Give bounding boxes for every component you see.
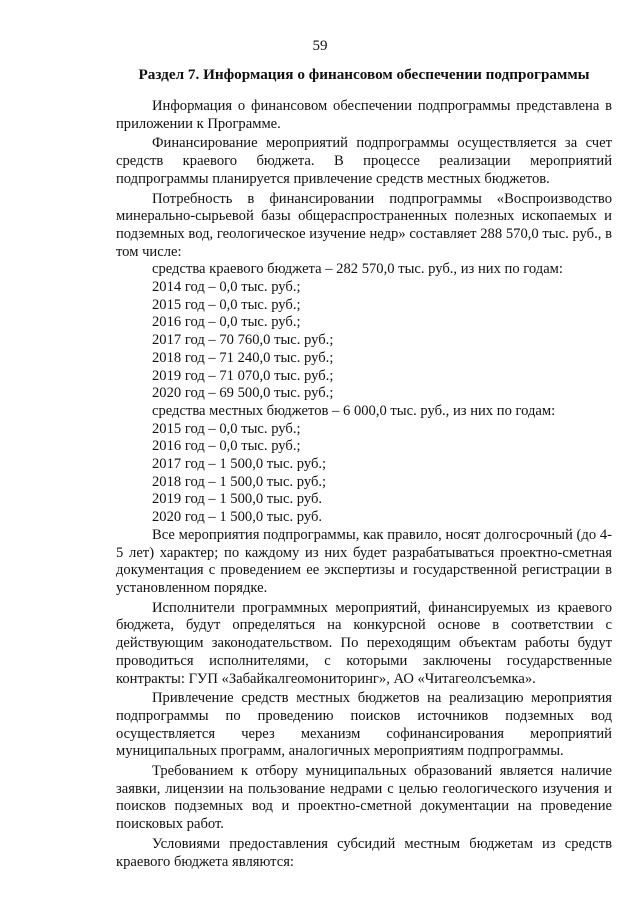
paragraph: Информация о финансовом обеспечении подпрограммы представлена в приложении к Программе.: [116, 98, 612, 132]
local-budget-header: средства местных бюджетов – 6 000,0 тыс. руб., из них по годам:: [152, 402, 556, 419]
budget-year-line: 2019 год – 71 070,0 тыс. руб.;: [152, 367, 334, 384]
budget-year-line: 2015 год – 0,0 тыс. руб.;: [152, 296, 301, 313]
budget-year-line: 2016 год – 0,0 тыс. руб.;: [152, 438, 301, 455]
paragraph: Требованием к отбору муниципальных образований является наличие заявки, лицензии на пользование недрами с целью геологического изучения и поисков подземных вод и проектно-сметной документации на проведение поисковых работ.: [116, 763, 612, 833]
budget-year-line: 2017 год – 1 500,0 тыс. руб.;: [152, 456, 327, 473]
budget-year-line: 2020 год – 69 500,0 тыс. руб.;: [152, 385, 334, 402]
budget-year-line: 2016 год – 0,0 тыс. руб.;: [152, 314, 301, 331]
budget-year-line: 2017 год – 70 760,0 тыс. руб.;: [152, 332, 334, 349]
budget-year-line: 2018 год – 71 240,0 тыс. руб.;: [152, 349, 334, 366]
paragraph: Привлечение средств местных бюджетов на реализацию мероприятия подпрограммы по проведению поисков источников подземных вод осуществляется через механизм софинансирования мероприятий муниципальных программ, аналогичных мероприятиям подпрограммы.: [116, 690, 612, 760]
paragraph: Исполнители программных мероприятий, финансируемых из краевого бюджета, будут определяться на конкурсной основе в соответствии с действующим законодательством. По переходящим объектам работы будут проводиться исполнителями, с которыми заключены государственные контракты: ГУП «Забайкалгеомониторинг», АО «Читагеолсъемка».: [116, 599, 612, 687]
document-body: [116, 98, 612, 873]
budget-year-line: 2015 год – 0,0 тыс. руб.;: [152, 420, 301, 437]
regional-budget-list: [116, 261, 612, 403]
paragraph: Потребность в финансировании подпрограммы «Воспроизводство минерально-сырьевой базы общераспространенных полезных ископаемых и подземных вод, геологическое изучение недр» составляет 288 570,0 тыс. руб., в том числе:: [116, 190, 612, 260]
page-number: 59: [312, 38, 328, 54]
budget-year-line: 2018 год – 1 500,0 тыс. руб.;: [152, 473, 327, 490]
paragraph: Финансирование мероприятий подпрограммы осуществляется за счет средств краевого бюджета. В процессе реализации мероприятий подпрограммы планируется привлечение средств местных бюджетов.: [116, 135, 612, 187]
paragraph: Все мероприятия подпрограммы, как правило, носят долгосрочный (до 4-5 лет) характер; по каждому из них будет разрабатываться проектно-сметная документация с проведением ее экспертизы и государственной регистрации в установленном порядке.: [116, 526, 612, 596]
budget-year-line: 2019 год – 1 500,0 тыс. руб.: [152, 491, 323, 508]
budget-year-line: 2014 год – 0,0 тыс. руб.;: [152, 279, 301, 296]
budget-year-line: 2020 год – 1 500,0 тыс. руб.: [152, 509, 323, 526]
regional-budget-header: средства краевого бюджета – 282 570,0 тыс. руб., из них по годам:: [152, 261, 563, 278]
local-budget-list: [116, 403, 612, 527]
section-heading: Раздел 7. Информация о финансовом обеспечении подпрограммы: [138, 66, 590, 83]
paragraph: Условиями предоставления субсидий местным бюджетам из средств краевого бюджета являются:: [116, 835, 612, 870]
